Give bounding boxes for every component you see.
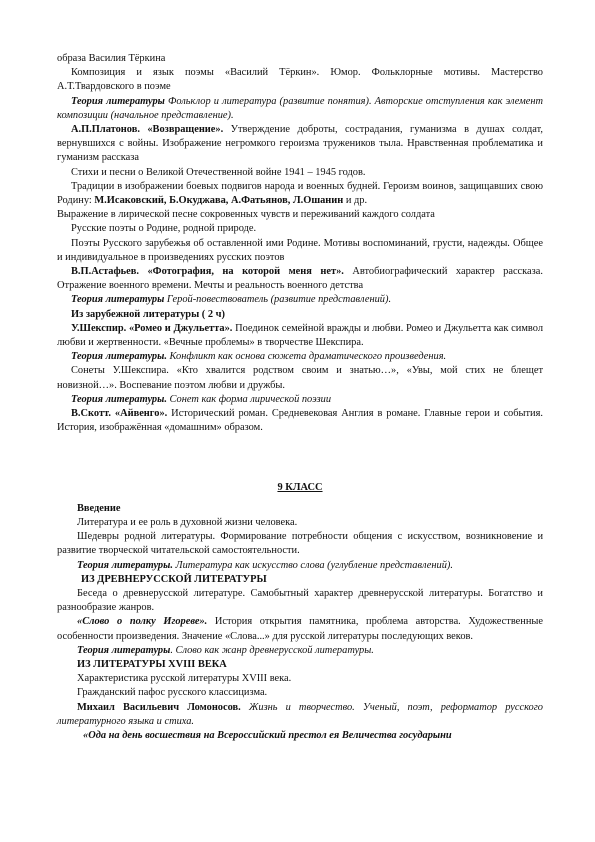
paragraph: Стихи и песни о Великой Отечественной войне 1941 – 1945 годов. — [71, 166, 366, 178]
paragraph — [57, 322, 543, 350]
paragraph — [57, 559, 543, 573]
work-title: «Слово о полку Игореве». — [77, 616, 208, 628]
paragraph-text: . Слово как жанр древнерусской литературы. — [170, 644, 374, 656]
paragraph — [57, 265, 543, 293]
paragraph: Гражданский пафос русского классицизма. — [77, 687, 268, 699]
paragraph: Выражение в лирической песне сокровенных чувств и переживаний каждого солдата — [57, 209, 435, 221]
section-heading: Из зарубежной литературы ( 2 ч) — [71, 308, 225, 320]
paragraph-text: История открытия памятника, проблема авторства. Художественные особенности произведения. Значение «Слова...» для русской литературы последующих веков. — [57, 616, 544, 642]
paragraph-text: Конфликт как основа сюжета драматического произведения. — [166, 351, 447, 363]
paragraph-text: Исторический роман. Средневековая Англия в романе. Главные герои и события. История, изображённая «домашним» образом. — [57, 408, 543, 434]
section-heading: ИЗ ЛИТЕРАТУРЫ XVIII ВЕКА — [77, 658, 227, 670]
term-label: Теория литературы — [71, 95, 165, 107]
paragraph: Сонеты У.Шекспира. «Кто хвалится родством своим и знатью…», «Увы, мой стих не блещет новизной…». Воспевание поэтом любви и дружбы. — [57, 365, 543, 391]
paragraph: Русские поэты о Родине, родной природе. — [71, 223, 257, 235]
author-title: А.П.Платонов. «Возвращение». — [71, 124, 224, 136]
paragraph: Поэты Русского зарубежья об оставленной ими Родине. Мотивы воспоминаний, грусти, надежды. Общее и индивидуальное в произведениях русских поэтов — [57, 237, 543, 263]
paragraph: Литература и ее роль в духовной жизни человека. — [77, 516, 298, 528]
paragraph-text: Утверждение доброты, сострадания, гуманизма в душах солдат, вернувшихся с войны. Изображение негромкого героизма тружеников тыла. Нравственная проблематика и гуманизм рассказа — [57, 124, 543, 164]
work-title: «Ода на день восшествия на Всероссийский престол ея Величества государыни — [83, 729, 452, 741]
paragraph-text: Литература как искусство слова (углубление представлений). — [172, 559, 453, 571]
author-title: В.П.Астафьев. «Фотография, на которой меня нет». — [71, 266, 344, 278]
paragraph: образа Василия Тёркина — [57, 53, 166, 64]
paragraph — [57, 644, 543, 658]
term-label: Теория литературы. — [77, 559, 173, 571]
paragraph — [57, 95, 543, 123]
paragraph — [57, 407, 543, 435]
term-label: Теория литературы — [71, 294, 165, 306]
paragraph — [57, 123, 543, 166]
document-page — [57, 52, 543, 743]
author-list: М.Исаковский, Б.Окуджава, А.Фатьянов, Л.Ошанин — [94, 195, 344, 207]
paragraph: Шедевры родной литературы. Формирование потребности общения с искусством, возникновение и развитие творческой читательской самостоятельности. — [57, 531, 543, 557]
paragraph-text: Жизнь и творчество. Ученый, поэт, реформатор русского литературного языка и стиха. — [57, 701, 543, 727]
paragraph: Композиция и язык поэмы «Василий Тёркин». Юмор. Фольклорные мотивы. Мастерство А.Т.Твардовского в поэме — [57, 67, 543, 93]
paragraph-text: Поединок семейной вражды и любви. Ромео и Джульетта как символ любви и жертвенности. «Вечные проблемы» в творчестве Шекспира. — [57, 322, 543, 349]
term-label: Теория литературы. — [71, 393, 167, 405]
term-label: Теория литературы — [77, 644, 171, 656]
paragraph: Характеристика русской литературы XVIII века. — [77, 673, 292, 685]
paragraph-text: и др. — [343, 195, 368, 207]
section-heading: ИЗ ДРЕВНЕРУССКОЙ ЛИТЕРАТУРЫ — [81, 573, 267, 585]
paragraph — [57, 615, 543, 643]
author-title: У.Шекспир. «Ромео и Джульетта». — [71, 322, 233, 334]
author-title: В.Скотт. «Айвенго». — [71, 408, 168, 420]
paragraph-text: Герой-повествователь (развитие представлений). — [164, 294, 392, 306]
grade-heading: 9 КЛАСС — [277, 482, 323, 494]
paragraph — [57, 350, 543, 364]
paragraph-text: Традиции в изображении боевых подвигов народа и военных будней. Героизм воинов, защищавших свою Родину: — [57, 180, 543, 207]
paragraph — [57, 701, 543, 729]
paragraph — [57, 393, 543, 407]
paragraph — [57, 293, 543, 307]
paragraph-text: Автобиографический характер рассказа. Отражение военного времени. Мечты и реальность военного детства — [57, 266, 543, 292]
section-heading: Введение — [77, 502, 121, 514]
term-label: Теория литературы. — [71, 351, 167, 363]
paragraph: Беседа о древнерусской литературе. Самобытный характер древнерусской литературы. Богатство и разнообразие жанров. — [57, 587, 543, 614]
paragraph-text: Фольклор и литература (развитие понятия). Авторские отступления как элемент композиции (начальное представление). — [57, 95, 544, 121]
paragraph — [57, 180, 543, 208]
paragraph-text: Сонет как форма лирической поэзии — [166, 393, 332, 405]
author-title: Михаил Васильевич Ломоносов. — [77, 701, 241, 713]
